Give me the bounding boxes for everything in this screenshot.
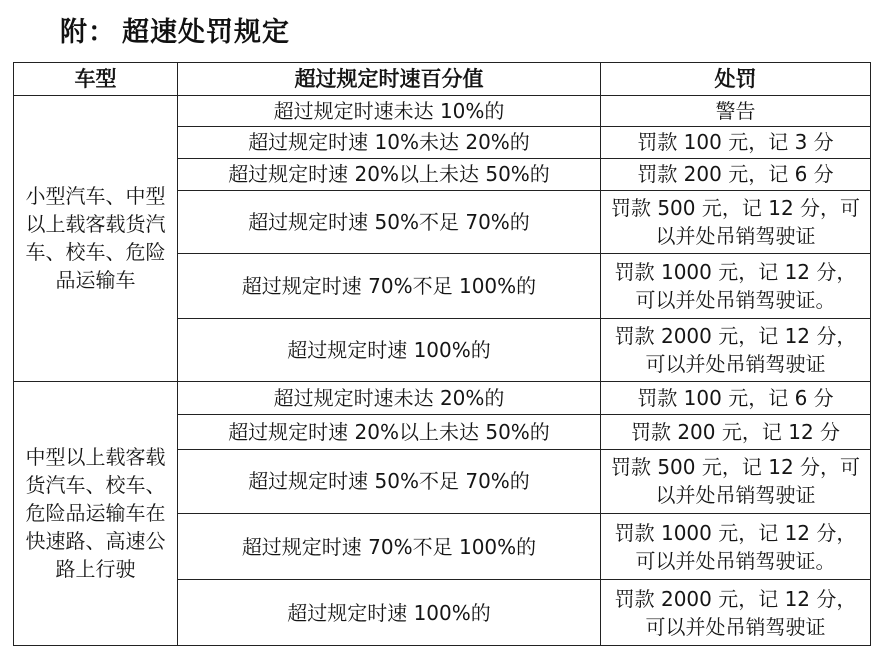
- speed-range-cell: 超过规定时速 100%的: [178, 319, 601, 382]
- speed-range-cell: 超过规定时速未达 20%的: [178, 381, 601, 414]
- speed-range-cell: 超过规定时速 20%以上未达 50%的: [178, 158, 601, 190]
- penalty-cell: 警告: [601, 96, 871, 127]
- penalty-cell: 罚款 2000 元，记 12 分，可以并处吊销驾驶证: [601, 319, 871, 382]
- header-penalty: 处罚: [601, 63, 871, 96]
- penalty-cell: 罚款 1000 元，记 12 分，可以并处吊销驾驶证。: [601, 514, 871, 580]
- header-speed-percentage: 超过规定时速百分值: [178, 63, 601, 96]
- penalty-cell: 罚款 2000 元，记 12 分，可以并处吊销驾驶证: [601, 580, 871, 646]
- penalty-cell: 罚款 500 元，记 12 分，可以并处吊销驾驶证: [601, 449, 871, 514]
- vehicle-type-cell: 中型以上载客载货汽车、校车、危险品运输车在快速路、高速公路上行驶: [14, 381, 178, 645]
- penalty-cell: 罚款 100 元，记 3 分: [601, 126, 871, 158]
- penalty-cell: 罚款 200 元，记 12 分: [601, 414, 871, 449]
- table-row: [14, 381, 871, 414]
- title-text: 超速处罚规定: [122, 17, 290, 48]
- speed-range-cell: 超过规定时速 70%不足 100%的: [178, 514, 601, 580]
- speed-range-cell: 超过规定时速 50%不足 70%的: [178, 190, 601, 254]
- penalty-cell: 罚款 500 元，记 12 分，可以并处吊销驾驶证: [601, 190, 871, 254]
- speed-range-cell: 超过规定时速 100%的: [178, 580, 601, 646]
- title-prefix: 附: [60, 17, 88, 48]
- speed-range-cell: 超过规定时速 10%未达 20%的: [178, 126, 601, 158]
- penalty-cell: 罚款 1000 元，记 12 分，可以并处吊销驾驶证。: [601, 254, 871, 319]
- table-header-row: [14, 63, 871, 96]
- penalty-cell: 罚款 200 元，记 6 分: [601, 158, 871, 190]
- table-row: [14, 96, 871, 127]
- page-title: [60, 10, 290, 49]
- speed-range-cell: 超过规定时速未达 10%的: [178, 96, 601, 127]
- title-separator: ：: [88, 17, 116, 48]
- speeding-penalty-table: [13, 62, 871, 646]
- speed-range-cell: 超过规定时速 70%不足 100%的: [178, 254, 601, 319]
- speed-range-cell: 超过规定时速 20%以上未达 50%的: [178, 414, 601, 449]
- speed-range-cell: 超过规定时速 50%不足 70%的: [178, 449, 601, 514]
- vehicle-type-cell: 小型汽车、中型以上载客载货汽车、校车、危险品运输车: [14, 96, 178, 382]
- header-vehicle-type: 车型: [14, 63, 178, 96]
- penalty-cell: 罚款 100 元，记 6 分: [601, 381, 871, 414]
